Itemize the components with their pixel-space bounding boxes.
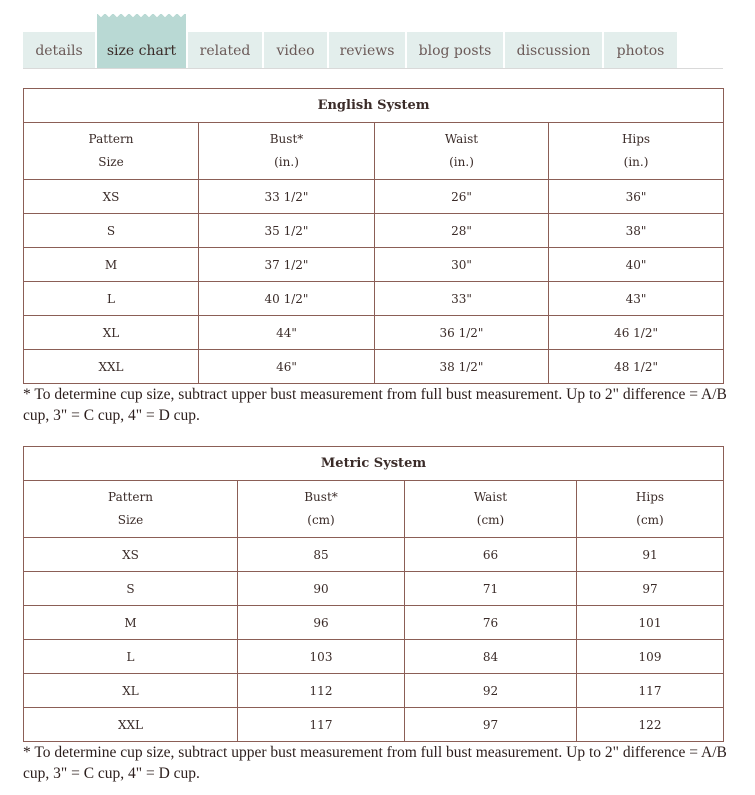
table-row xyxy=(24,606,724,640)
table-cell: 109 xyxy=(577,640,724,674)
column-header: Bust* (in.) xyxy=(199,123,375,180)
table-cell: 33 1/2" xyxy=(199,180,375,214)
table-cell: 85 xyxy=(238,538,405,572)
table-header-row xyxy=(24,481,724,538)
table-row xyxy=(24,248,724,282)
tab-size-chart[interactable]: size chart xyxy=(97,20,186,68)
table-cell: 36" xyxy=(549,180,724,214)
table-cell: XS xyxy=(24,180,199,214)
table-cell: 38 1/2" xyxy=(375,350,549,384)
table-cell: 91 xyxy=(577,538,724,572)
cup-size-footnote: * To determine cup size, subtract upper bust measurement from full bust measurement. Up to 2" difference = A/B cup, 3" = C cup, 4" = D cup. xyxy=(23,744,727,782)
column-header: Hips (cm) xyxy=(577,481,724,538)
table-cell: 97 xyxy=(405,708,577,742)
english-size-table xyxy=(23,88,724,384)
table-cell: 26" xyxy=(375,180,549,214)
table-cell: M xyxy=(24,606,238,640)
tab-bar xyxy=(23,20,723,69)
tab-reviews[interactable]: reviews xyxy=(329,32,405,68)
table-cell: 46 1/2" xyxy=(549,316,724,350)
table-row xyxy=(24,674,724,708)
column-header: Pattern Size xyxy=(24,481,238,538)
table-cell: S xyxy=(24,572,238,606)
table-cell: 96 xyxy=(238,606,405,640)
table-cell: 117 xyxy=(577,674,724,708)
table-cell: 36 1/2" xyxy=(375,316,549,350)
tab-related[interactable]: related xyxy=(188,32,262,68)
tab-video[interactable]: video xyxy=(264,32,327,68)
cup-size-footnote: * To determine cup size, subtract upper bust measurement from full bust measurement. Up to 2" difference = A/B cup, 3" = C cup, 4" = D cup. xyxy=(23,386,727,424)
table-cell: S xyxy=(24,214,199,248)
tab-discussion[interactable]: discussion xyxy=(505,32,602,68)
table-cell: 40" xyxy=(549,248,724,282)
table-cell: 48 1/2" xyxy=(549,350,724,384)
table-cell: 97 xyxy=(577,572,724,606)
table-cell: XL xyxy=(24,316,199,350)
table-cell: 122 xyxy=(577,708,724,742)
table-row xyxy=(24,214,724,248)
table-cell: 33" xyxy=(375,282,549,316)
table-row xyxy=(24,708,724,742)
table-cell: 92 xyxy=(405,674,577,708)
table-cell: XL xyxy=(24,674,238,708)
table-cell: 71 xyxy=(405,572,577,606)
tab-blog-posts[interactable]: blog posts xyxy=(407,32,503,68)
table-cell: 76 xyxy=(405,606,577,640)
table-title: English System xyxy=(24,89,724,123)
table-title: Metric System xyxy=(24,447,724,481)
table-cell: 43" xyxy=(549,282,724,316)
table-cell: 44" xyxy=(199,316,375,350)
table-cell: M xyxy=(24,248,199,282)
table-cell: 84 xyxy=(405,640,577,674)
column-header: Hips (in.) xyxy=(549,123,724,180)
table-cell: 30" xyxy=(375,248,549,282)
table-row xyxy=(24,282,724,316)
table-row xyxy=(24,640,724,674)
table-cell: XXL xyxy=(24,708,238,742)
metric-size-table xyxy=(23,446,724,742)
table-row xyxy=(24,572,724,606)
table-cell: L xyxy=(24,640,238,674)
column-header: Waist (in.) xyxy=(375,123,549,180)
table-cell: 101 xyxy=(577,606,724,640)
table-cell: 117 xyxy=(238,708,405,742)
table-row xyxy=(24,538,724,572)
table-cell: 103 xyxy=(238,640,405,674)
table-cell: L xyxy=(24,282,199,316)
column-header: Waist (cm) xyxy=(405,481,577,538)
table-cell: 28" xyxy=(375,214,549,248)
tab-photos[interactable]: photos xyxy=(604,32,677,68)
table-cell: 37 1/2" xyxy=(199,248,375,282)
table-cell: XXL xyxy=(24,350,199,384)
table-cell: 40 1/2" xyxy=(199,282,375,316)
table-cell: 90 xyxy=(238,572,405,606)
column-header: Pattern Size xyxy=(24,123,199,180)
table-header-row xyxy=(24,123,724,180)
column-header: Bust* (cm) xyxy=(238,481,405,538)
table-cell: XS xyxy=(24,538,238,572)
tab-details[interactable]: details xyxy=(23,32,95,68)
table-cell: 35 1/2" xyxy=(199,214,375,248)
table-cell: 112 xyxy=(238,674,405,708)
table-cell: 46" xyxy=(199,350,375,384)
table-row xyxy=(24,180,724,214)
table-row xyxy=(24,350,724,384)
table-cell: 66 xyxy=(405,538,577,572)
table-row xyxy=(24,316,724,350)
table-cell: 38" xyxy=(549,214,724,248)
